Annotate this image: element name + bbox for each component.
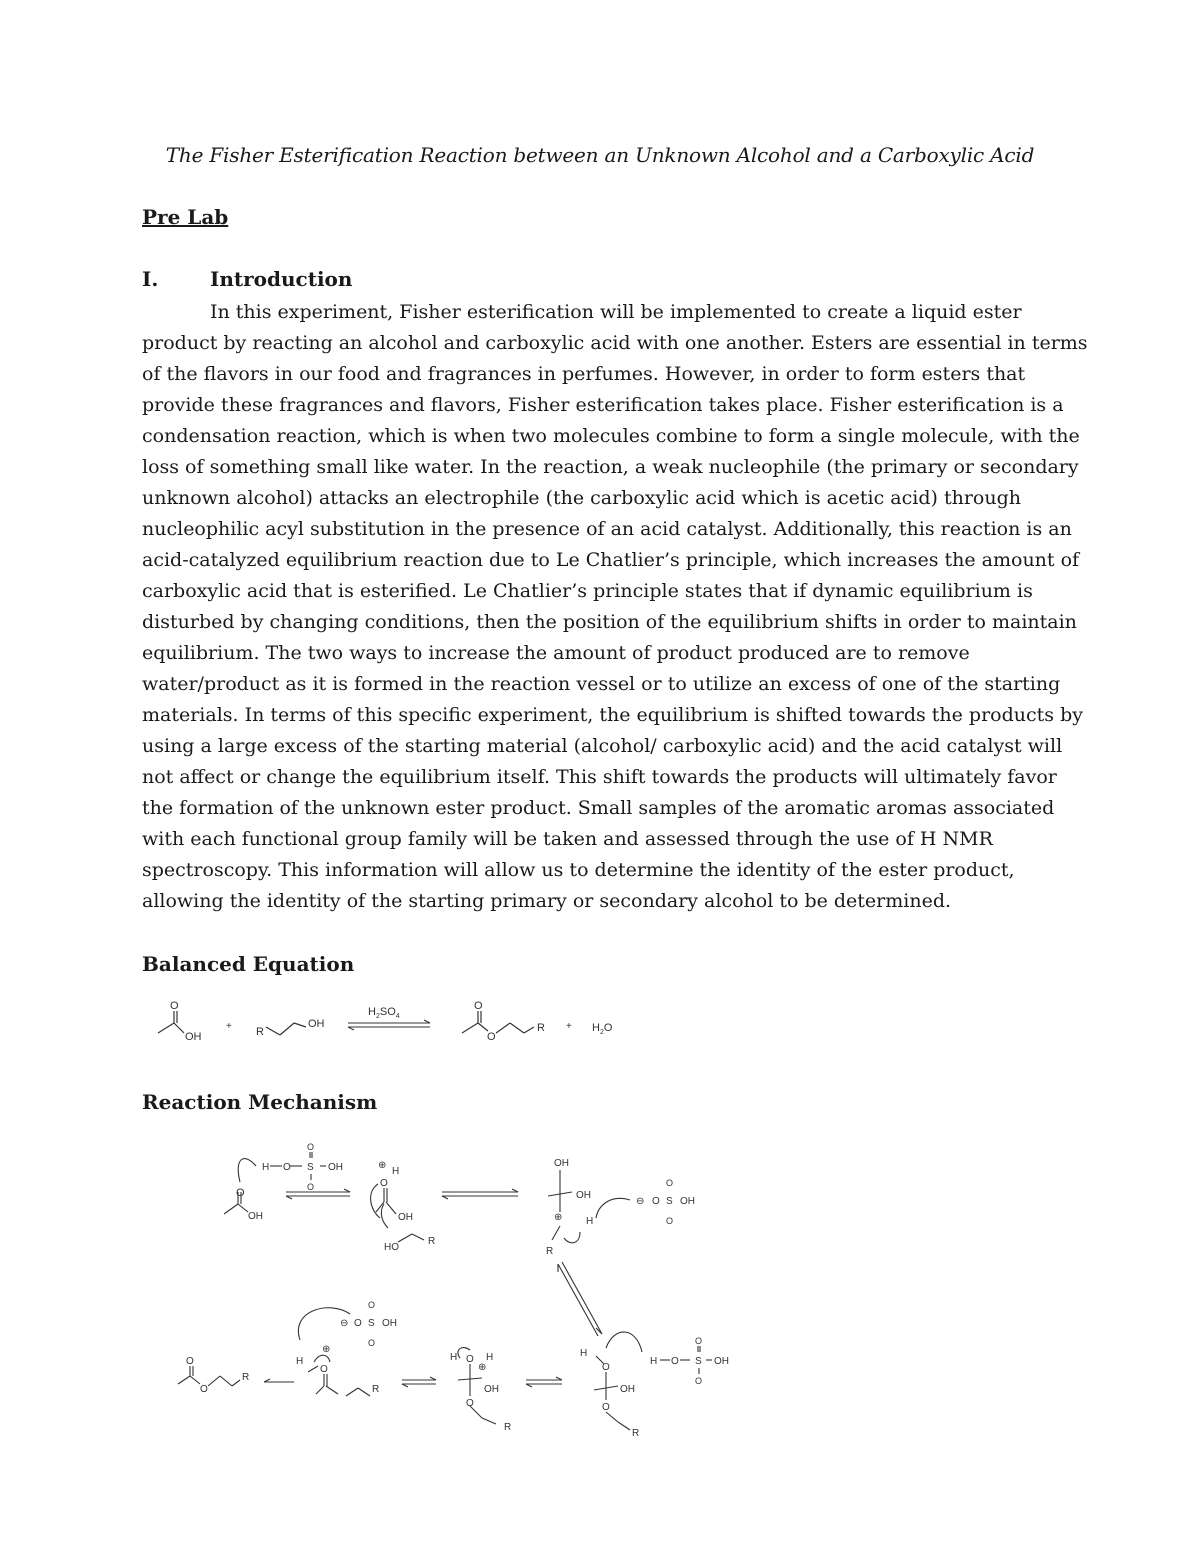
- mech-o-label: O: [466, 1398, 474, 1409]
- catalyst-label: [368, 1006, 400, 1020]
- carbonyl-oxygen-label: O: [170, 1000, 179, 1012]
- mech-o-label: O: [695, 1376, 703, 1386]
- mech-oh-label: OH: [576, 1190, 591, 1201]
- mech-o-label: O: [283, 1162, 291, 1173]
- ester-structure: [462, 1011, 534, 1033]
- intro-line: acid-catalyzed equilibrium reaction due to Le Chatlier’s principle, which increases the amount of: [142, 549, 1080, 571]
- catalyst-sub-4: 4: [395, 1013, 400, 1020]
- mech-oh-label: OH: [484, 1384, 499, 1395]
- mech-plus-charge: ⊕: [322, 1344, 331, 1355]
- mech-oh-label: OH: [248, 1211, 263, 1222]
- curved-arrow: [606, 1332, 642, 1352]
- acetic-acid-structure: [158, 1011, 184, 1033]
- mech-h-label: H: [586, 1216, 594, 1227]
- mech-o-label: O: [666, 1216, 674, 1226]
- mech-o-label: O: [602, 1362, 610, 1373]
- mech-o-label: O: [602, 1402, 610, 1413]
- intro-line: water/product as it is formed in the reaction vessel or to utilize an excess of one of the starting: [142, 673, 1061, 695]
- hydroxyl-label: OH: [185, 1031, 202, 1043]
- intro-line: nucleophilic acyl substitution in the presence of an acid catalyst. Additionally, this reaction is an: [142, 518, 1072, 540]
- mech-bottom-row: [178, 1308, 712, 1430]
- curved-arrow: [564, 1232, 580, 1243]
- curved-arrow: [381, 1204, 388, 1228]
- alcohol-structure: [266, 1023, 306, 1035]
- intro-line: using a large excess of the starting material (alcohol/ carboxylic acid) and the acid catalyst will: [142, 735, 1063, 757]
- mech-ho-label: HO: [384, 1242, 399, 1253]
- curved-arrow: [238, 1159, 256, 1182]
- intro-line: materials. In terms of this specific experiment, the equilibrium is shifted towards the products by: [142, 704, 1083, 726]
- mech-r-label: R: [372, 1384, 380, 1395]
- mech-o-label: O: [652, 1196, 660, 1207]
- mech-o-label: O: [466, 1354, 474, 1365]
- mech-oh-label: OH: [620, 1384, 635, 1395]
- mech-r-label: R: [428, 1236, 436, 1247]
- water-h: H: [592, 1022, 600, 1034]
- mech-s-label: S: [695, 1356, 702, 1367]
- plus-sign: +: [226, 1021, 232, 1032]
- mech-o-label: O: [307, 1142, 315, 1152]
- mech-minus-charge: ⊖: [340, 1318, 349, 1329]
- catalyst-h: H: [368, 1006, 376, 1018]
- document-title: The Fisher Esterification Reaction between an Unknown Alcohol and a Carboxylic Acid: [165, 143, 1035, 167]
- mech-h-label: H: [262, 1162, 270, 1173]
- curved-arrow: [596, 1198, 630, 1218]
- intro-line: of the flavors in our food and fragrances in perfumes. However, in order to form esters that: [142, 363, 1026, 385]
- mech-h-label: H: [486, 1352, 494, 1363]
- balanced-equation-figure: [140, 995, 640, 1055]
- ester-r-label: R: [537, 1022, 545, 1034]
- intro-line: condensation reaction, which is when two molecules combine to form a single molecule, with the: [142, 425, 1080, 447]
- mech-o-label: O: [368, 1300, 376, 1310]
- reaction-mechanism-heading: Reaction Mechanism: [142, 1090, 378, 1114]
- mech-r-label: R: [504, 1422, 512, 1433]
- mech-o-label: O: [320, 1364, 328, 1375]
- mech-plus-charge: ⊕: [478, 1362, 487, 1373]
- intro-line: with each functional group family will be taken and assessed through the use of H NMR: [142, 828, 993, 850]
- mech-o-label: O: [695, 1336, 703, 1346]
- mech-minus-charge: ⊖: [636, 1196, 645, 1207]
- mech-h-label: H: [450, 1352, 458, 1363]
- intro-line: the formation of the unknown ester product. Small samples of the aromatic aromas associated: [142, 797, 1055, 819]
- intro-line: product by reacting an alcohol and carboxylic acid with one another. Esters are essential in terms: [142, 332, 1088, 354]
- equilibrium-arrow: [348, 1020, 430, 1030]
- mech-o-label: O: [236, 1187, 245, 1199]
- mech-oh-label: OH: [554, 1158, 569, 1169]
- mech-oh-label: OH: [382, 1318, 397, 1329]
- alcohol-oh-label: OH: [308, 1018, 325, 1030]
- mech-oh-label: OH: [328, 1162, 343, 1173]
- mech-o-label: O: [307, 1182, 315, 1192]
- intro-line: carboxylic acid that is esterified. Le Chatlier’s principle states that if dynamic equilibrium is: [142, 580, 1033, 602]
- intro-line: unknown alcohol) attacks an electrophile (the carboxylic acid which is acetic acid) through: [142, 487, 1021, 509]
- mech-oh-label: OH: [680, 1196, 695, 1207]
- water-sub: 2: [599, 1029, 604, 1036]
- mech-o-label: O: [368, 1338, 376, 1348]
- intro-line: spectroscopy. This information will allow us to determine the identity of the ester product,: [142, 859, 1015, 881]
- mech-o-label: O: [380, 1178, 388, 1189]
- mech-r-label: R: [632, 1428, 640, 1439]
- catalyst-sub-2: 2: [375, 1013, 380, 1020]
- section-title: Introduction: [210, 267, 353, 291]
- r-group-label: R: [256, 1026, 264, 1038]
- mech-r-label: R: [546, 1246, 554, 1257]
- intro-line: In this experiment, Fisher esterification will be implemented to create a liquid ester: [210, 301, 1022, 323]
- intro-line: allowing the identity of the starting primary or secondary alcohol to be determined.: [142, 890, 952, 912]
- plus-sign: +: [566, 1021, 572, 1032]
- mech-oh-label: OH: [714, 1356, 729, 1367]
- section-heading: [142, 267, 352, 291]
- intro-line: equilibrium. The two ways to increase the amount of product produced are to remove: [142, 642, 970, 664]
- ester-carbonyl-o-label: O: [474, 1000, 483, 1012]
- curved-arrow: [371, 1184, 380, 1218]
- reaction-mechanism-figure: [140, 1130, 760, 1450]
- mech-h-label: H: [650, 1356, 658, 1367]
- mech-h-label: H: [392, 1166, 400, 1177]
- introduction-paragraph: [142, 297, 1088, 917]
- mech-plus-charge: ⊕: [554, 1212, 563, 1223]
- mech-r-label: R: [242, 1372, 250, 1383]
- mech-s-label: S: [368, 1318, 375, 1329]
- mech-s-label: S: [307, 1162, 314, 1173]
- balanced-equation-heading: Balanced Equation: [142, 952, 355, 976]
- mech-o-label: O: [354, 1318, 362, 1329]
- intro-line: disturbed by changing conditions, then the position of the equilibrium shifts in order to maintain: [142, 611, 1077, 633]
- catalyst-so: SO: [379, 1006, 396, 1018]
- mech-plus-charge: ⊕: [378, 1160, 387, 1171]
- mech-oh-label: OH: [398, 1212, 413, 1223]
- mech-o-label: O: [671, 1356, 679, 1367]
- mech-o-label: O: [200, 1384, 208, 1395]
- intro-line: provide these fragrances and flavors, Fisher esterification takes place. Fisher esterification is a: [142, 394, 1064, 416]
- mech-o-label: O: [666, 1178, 674, 1188]
- pre-lab-heading: Pre Lab: [142, 205, 229, 229]
- ester-o-label: O: [487, 1031, 496, 1043]
- water-o: O: [603, 1022, 613, 1034]
- mech-h-label: H: [580, 1348, 588, 1359]
- mech-o-label: O: [186, 1356, 194, 1367]
- intro-line: loss of something small like water. In the reaction, a weak nucleophile (the primary or secondary: [142, 456, 1079, 478]
- mech-h-label: H: [296, 1356, 304, 1367]
- mech-step-2: [371, 1184, 518, 1242]
- water-label: [592, 1022, 613, 1036]
- curved-arrow: [314, 1355, 330, 1362]
- section-number: I.: [142, 267, 159, 291]
- intro-line: not affect or change the equilibrium itself. This shift towards the products will ultimately favor: [142, 766, 1057, 788]
- mech-s-label: S: [666, 1196, 673, 1207]
